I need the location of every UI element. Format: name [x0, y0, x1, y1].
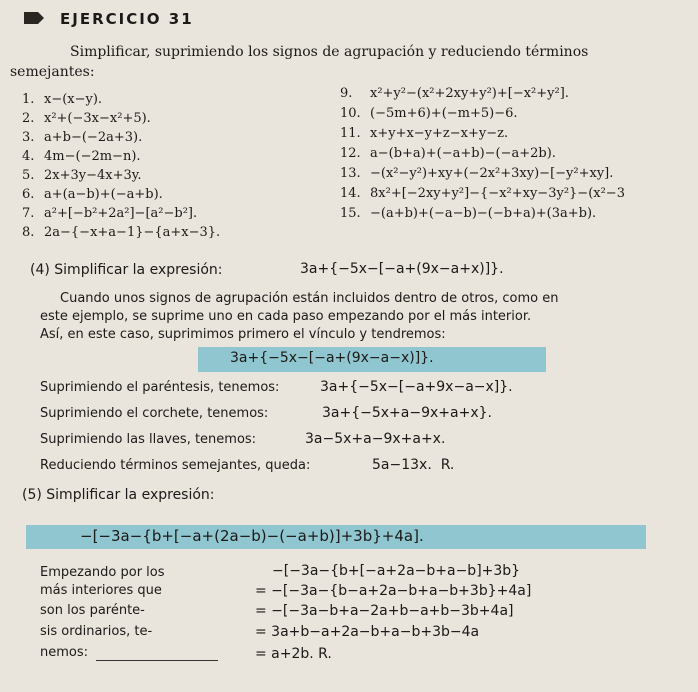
example5-side-line1: Empezando por los — [40, 565, 165, 580]
intro-text-line1: Simplificar, suprimiendo los signos de agrupación y reduciendo términos — [70, 44, 589, 60]
exercise-item: 6. a+(a−b)+(−a+b). — [22, 187, 163, 202]
example4-step2-expression: 3a+{−5x+a−9x+a+x}. — [322, 405, 492, 421]
example4-step4-label: Reduciendo términos semejantes, queda: — [40, 458, 311, 473]
example5-side-line4: sis ordinarios, te- — [40, 624, 153, 639]
exercise-item: 10. (−5m+6)+(−m+5)−6. — [340, 106, 518, 121]
example5-side-line2: más interiores que — [40, 583, 162, 598]
exercise-item: 1. x−(x−y). — [22, 92, 103, 107]
exercise-item: 7. a²+[−b²+2a²]−[a²−b²]. — [22, 206, 198, 221]
example4-expression: 3a+{−5x−[−a+(9x−a+x)]}. — [300, 261, 504, 277]
example4-paragraph-line1: Cuando unos signos de agrupación están incluidos dentro de otros, como en — [60, 291, 559, 306]
example5-side-line3: son los parénte- — [40, 603, 145, 618]
exercise-item: 2. x²+(−3x−x²+5). — [22, 111, 151, 126]
exercise-item: 15. −(a+b)+(−a−b)−(−b+a)+(3a+b). — [340, 206, 597, 221]
exercise-item: 3. a+b−(−2a+3). — [22, 130, 143, 145]
example4-label: (4) Simplificar la expresión: — [30, 262, 223, 278]
example4-result: 5a−13x. R. — [372, 457, 455, 473]
example5-row: = a+2b. R. — [255, 646, 332, 662]
example4-step1-label: Suprimiendo el paréntesis, tenemos: — [40, 380, 280, 395]
exercise-item: 12. a−(b+a)+(−a+b)−(−a+2b). — [340, 146, 556, 161]
exercise-title: EJERCICIO 31 — [60, 10, 194, 28]
example4-highlight-expression: 3a+{−5x−[−a+(9x−a−x)]}. — [230, 350, 434, 366]
example5-row: = −[−3a−{b−a+2a−b+a−b+3b}+4a] — [255, 583, 532, 599]
exercise-item: 8. 2a−{−x+a−1}−{a+x−3}. — [22, 225, 221, 240]
example5-underline — [96, 660, 218, 661]
exercise-list-left — [22, 90, 220, 242]
intro-text-line2: semejantes: — [10, 64, 95, 80]
example4-paragraph-line3: Así, en este caso, suprimimos primero el vínculo y tendremos: — [40, 327, 446, 342]
exercise-item: 11. x+y+x−y+z−x+y−z. — [340, 126, 509, 141]
example5-row: = −[−3a−b+a−2a+b−a+b−3b+4a] — [255, 603, 514, 619]
exercise-list-right — [340, 84, 625, 224]
example5-label: (5) Simplificar la expresión: — [22, 487, 215, 503]
example5-highlight-expression: −[−3a−{b+[−a+(2a−b)−(−a+b)]+3b}+4a]. — [80, 527, 424, 545]
example4-paragraph-line2: este ejemplo, se suprime uno en cada paso empezando por el más interior. — [40, 309, 532, 324]
example5-row: −[−3a−{b+[−a+2a−b+a−b]+3b} — [272, 563, 521, 579]
example4-step2-label: Suprimiendo el corchete, tenemos: — [40, 406, 269, 421]
exercise-item: 4. 4m−(−2m−n). — [22, 149, 141, 164]
exercise-item: 5. 2x+3y−4x+3y. — [22, 168, 142, 183]
exercise-item: 9. x²+y²−(x²+2xy+y²)+[−x²+y²]. — [340, 86, 569, 101]
example5-row: = 3a+b−a+2a−b+a−b+3b−4a — [255, 624, 480, 640]
example5-side-line5: nemos: — [40, 645, 89, 660]
exercise-item: 14. 8x²+[−2xy+y²]−{−x²+xy−3y²}−(x²−3 — [340, 186, 625, 201]
example4-step3-expression: 3a−5x+a−9x+a+x. — [305, 431, 446, 447]
exercise-item: 13. −(x²−y²)+xy+(−2x²+3xy)−[−y²+xy]. — [340, 166, 614, 181]
example4-step1-expression: 3a+{−5x−[−a+9x−a−x]}. — [320, 379, 513, 395]
exercise-marker-icon — [24, 12, 44, 24]
example4-step3-label: Suprimiendo las llaves, tenemos: — [40, 432, 257, 447]
